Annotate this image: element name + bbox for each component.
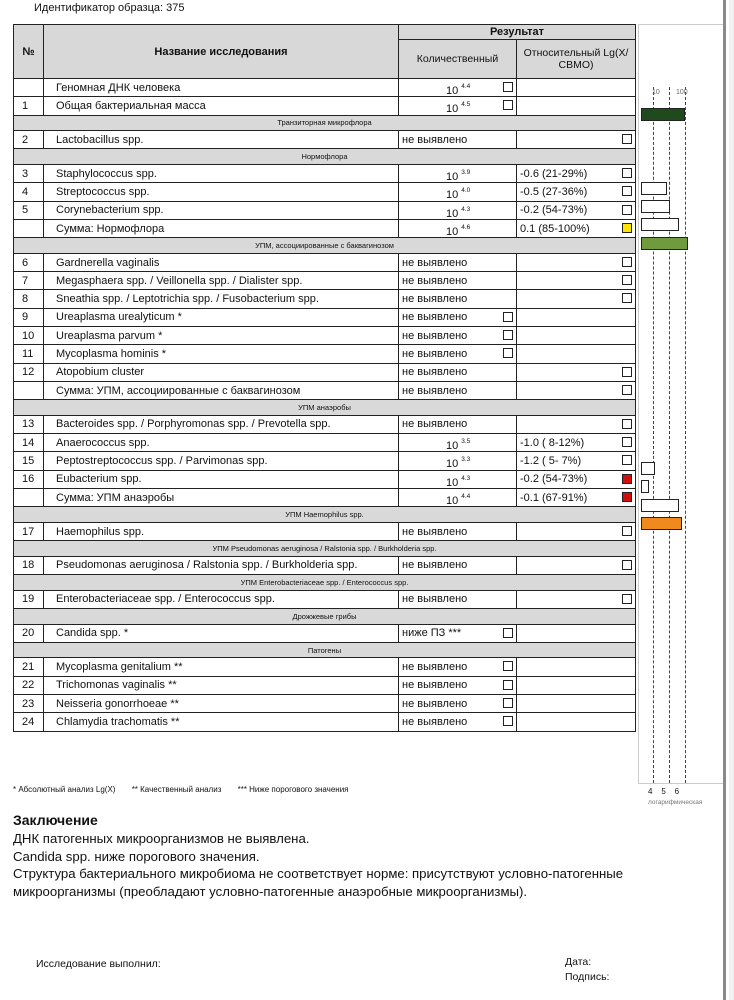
result-checkbox-red <box>622 492 632 502</box>
quantity-cell: 10 $^{3.5}$ <box>399 434 517 452</box>
result-checkbox <box>622 205 632 215</box>
results-table <box>13 24 636 732</box>
row-name: Геномная ДНК человека <box>44 79 399 97</box>
result-checkbox <box>503 100 513 110</box>
row-name: Candida spp. * <box>44 624 399 642</box>
result-checkbox <box>622 257 632 267</box>
col-header-name: Название исследования <box>44 25 399 79</box>
row-name: Ureaplasma parvum * <box>44 327 399 345</box>
row-name: Enterobacteriaceae spp. / Enterococcus spp. <box>44 590 399 608</box>
relative-cell: -0.6 (21-29%) <box>517 165 636 183</box>
table-row: 17 Haemophilus spp. не выявлено <box>14 522 636 540</box>
performed-by-label: Исследование выполнил: <box>36 958 161 970</box>
result-checkbox <box>622 186 632 196</box>
row-name: Streptococcus spp. <box>44 183 399 201</box>
section-row: УПМ Pseudomonas aeruginosa / Ralstonia spp. / Burkholderia spp. <box>14 541 636 557</box>
table-row <box>14 219 636 237</box>
table-row: 4 Streptococcus spp. 10 $^{4.0}$ -0.5 (27-36%) <box>14 183 636 201</box>
quantity-cell: 10 $^{4.5}$ <box>399 97 517 115</box>
quantity-cell: ниже ПЗ *** <box>399 624 517 642</box>
table-row: 9 Ureaplasma urealyticum * не выявлено <box>14 308 636 326</box>
relative-cell <box>517 363 636 381</box>
result-checkbox <box>503 82 513 92</box>
relative-cell <box>517 590 636 608</box>
footnote-qualitative: ** Качественный анализ <box>131 785 222 794</box>
result-checkbox <box>622 526 632 536</box>
table-row: 1 Общая бактериальная масса 10 $^{4.5}$ <box>14 97 636 115</box>
table-row: 5 Corynebacterium spp. 10 $^{4.3}$ -0.2 (54-73%) <box>14 201 636 219</box>
conclusion-title: Заключение <box>13 812 98 828</box>
table-row: 18 Pseudomonas aeruginosa / Ralstonia spp. / Burkholderia spp. не выявлено <box>14 556 636 574</box>
quantity-cell: не выявлено <box>399 658 517 676</box>
row-name: Atopobium cluster <box>44 363 399 381</box>
signature-block <box>565 955 609 985</box>
relative-cell: -0.1 (67-91%) <box>517 489 636 507</box>
table-row: 21 Mycoplasma genitalium ** не выявлено <box>14 658 636 676</box>
footnotes <box>13 785 363 794</box>
conclusion-text <box>13 830 723 900</box>
quantity-cell: не выявлено <box>399 381 517 399</box>
quantity-cell: не выявлено <box>399 308 517 326</box>
row-name: Lactobacillus spp. <box>44 131 399 149</box>
row-name: Pseudomonas aeruginosa / Ralstonia spp. / Burkholderia spp. <box>44 556 399 574</box>
quantity-cell: не выявлено <box>399 713 517 731</box>
footnote-absolute: * Абсолютный анализ Lg(X) <box>13 785 116 794</box>
result-checkbox <box>622 419 632 429</box>
row-name: Gardnerella vaginalis <box>44 253 399 271</box>
page-edge-divider <box>723 0 726 1000</box>
table-row: 12 Atopobium cluster не выявлено <box>14 363 636 381</box>
quantity-cell: не выявлено <box>399 695 517 713</box>
col-header-relative: Относительный Lg(X/СВМО) <box>517 40 636 79</box>
relative-cell <box>517 556 636 574</box>
table-row: 2 Lactobacillus spp. не выявлено <box>14 131 636 149</box>
bar-anaerococcus <box>641 462 655 475</box>
section-row: Нормофлора <box>14 149 636 165</box>
quantity-cell: не выявлено <box>399 590 517 608</box>
table-row: 19 Enterobacteriaceae spp. / Enterococcus spp. не выявлено <box>14 590 636 608</box>
result-checkbox <box>622 385 632 395</box>
table-row <box>14 381 636 399</box>
quantity-cell: не выявлено <box>399 415 517 433</box>
relative-cell: -1.0 ( 8-12%) <box>517 434 636 452</box>
quantity-cell: 10 $^{4.6}$ <box>399 219 517 237</box>
table-row: 20 Candida spp. * ниже ПЗ *** <box>14 624 636 642</box>
result-checkbox <box>503 312 513 322</box>
table-row <box>14 489 636 507</box>
relative-cell <box>517 522 636 540</box>
table-row: 16 Eubacterium spp. 10 $^{4.3}$ -0.2 (54-73%) <box>14 470 636 488</box>
section-row: УПМ Enterobacteriaceae spp. / Enterococcus spp. <box>14 575 636 591</box>
chart-tick-10: 10 <box>652 89 660 96</box>
col-header-num: № <box>14 25 44 79</box>
row-name: Eubacterium spp. <box>44 470 399 488</box>
section-row: Дрожжевые грибы <box>14 608 636 624</box>
result-checkbox-red <box>622 474 632 484</box>
result-checkbox <box>503 330 513 340</box>
conclusion-line: микроорганизмы (преобладают условно-патогенные анаэробные микроорганизмы). <box>13 883 528 899</box>
result-checkbox <box>622 168 632 178</box>
quantity-cell: не выявлено <box>399 253 517 271</box>
quantity-cell: не выявлено <box>399 345 517 363</box>
quantity-cell: 10 $^{4.3}$ <box>399 201 517 219</box>
result-checkbox <box>622 455 632 465</box>
table-row: 23 Neisseria gonorrhoeae ** не выявлено <box>14 695 636 713</box>
date-label: Дата: <box>565 956 592 968</box>
row-name: Neisseria gonorrhoeae ** <box>44 695 399 713</box>
table-row: 3 Staphylococcus spp. 10 $^{3.9}$ -0.6 (21-29%) <box>14 165 636 183</box>
table-row: 7 Megasphaera spp. / Veillonella spp. / Dialister spp. не выявлено <box>14 272 636 290</box>
relative-cell <box>517 272 636 290</box>
row-name: Ureaplasma urealyticum * <box>44 308 399 326</box>
quantity-cell: 10 $^{4.3}$ <box>399 470 517 488</box>
result-checkbox <box>503 698 513 708</box>
table-row: 8 Sneathia spp. / Leptotrichia spp. / Fusobacterium spp. не выявлено <box>14 290 636 308</box>
bar-peptostreptococcus <box>641 480 649 493</box>
row-name: Anaerococcus spp. <box>44 434 399 452</box>
row-name: Trichomonas vaginalis ** <box>44 676 399 694</box>
table-row <box>14 79 636 97</box>
bar-eubacterium <box>641 499 679 512</box>
relative-cell <box>517 131 636 149</box>
quantity-cell: 10 $^{4.4}$ <box>399 79 517 97</box>
table-header-row <box>14 25 636 40</box>
chart-bottom-ticks: 4 5 6 <box>648 787 680 796</box>
result-checkbox <box>622 275 632 285</box>
relative-cell: -0.5 (27-36%) <box>517 183 636 201</box>
bar-streptococcus <box>641 200 670 213</box>
quantity-cell: не выявлено <box>399 676 517 694</box>
result-checkbox-yellow <box>622 223 632 233</box>
relative-cell <box>517 253 636 271</box>
quantity-cell: 10 $^{4.0}$ <box>399 183 517 201</box>
row-name: Сумма: УПМ анаэробы <box>44 489 399 507</box>
table-row: 15 Peptostreptococcus spp. / Parvimonas spp. 10 $^{3.3}$ -1.2 ( 5- 7%) <box>14 452 636 470</box>
section-row: УПМ, ассоциированные с баквагинозом <box>14 238 636 254</box>
row-name: Сумма: Нормофлора <box>44 219 399 237</box>
quantity-cell: не выявлено <box>399 522 517 540</box>
chart-bottom-label: логарифмическая <box>648 799 703 806</box>
row-name: Общая бактериальная масса <box>44 97 399 115</box>
quantity-cell: 10 $^{3.3}$ <box>399 452 517 470</box>
relative-cell: -0.2 (54-73%) <box>517 470 636 488</box>
relative-cell <box>517 290 636 308</box>
bar-normoflora-sum <box>641 237 688 250</box>
quantity-cell: 10 $^{3.9}$ <box>399 165 517 183</box>
table-row: 14 Anaerococcus spp. 10 $^{3.5}$ -1.0 ( 8-12%) <box>14 434 636 452</box>
quantity-cell: 10 $^{4.4}$ <box>399 489 517 507</box>
relative-cell: -0.2 (54-73%) <box>517 201 636 219</box>
bar-staphylococcus <box>641 182 667 195</box>
result-checkbox <box>503 680 513 690</box>
row-name: Corynebacterium spp. <box>44 201 399 219</box>
section-row: Транзиторная микрофлора <box>14 115 636 131</box>
section-row: Патогены <box>14 642 636 658</box>
signature-label: Подпись: <box>565 971 610 983</box>
row-name: Haemophilus spp. <box>44 522 399 540</box>
adjacent-page-edge <box>729 0 734 1000</box>
quantity-cell: не выявлено <box>399 131 517 149</box>
section-row: УПМ анаэробы <box>14 400 636 416</box>
table-row: 13 Bacteroides spp. / Porphyromonas spp. / Prevotella spp. не выявлено <box>14 415 636 433</box>
conclusion-line: Candida spp. ниже порогового значения. <box>13 848 260 864</box>
row-name: Bacteroides spp. / Porphyromonas spp. / Prevotella spp. <box>44 415 399 433</box>
log-scale-chart <box>638 24 724 784</box>
result-checkbox <box>503 628 513 638</box>
col-header-quantity: Количественный <box>399 40 517 79</box>
quantity-cell: не выявлено <box>399 290 517 308</box>
row-name: Sneathia spp. / Leptotrichia spp. / Fusobacterium spp. <box>44 290 399 308</box>
result-checkbox <box>622 594 632 604</box>
result-checkbox <box>622 134 632 144</box>
quantity-cell: не выявлено <box>399 272 517 290</box>
result-checkbox <box>503 716 513 726</box>
table-row: 6 Gardnerella vaginalis не выявлено <box>14 253 636 271</box>
result-checkbox <box>503 661 513 671</box>
row-name: Peptostreptococcus spp. / Parvimonas spp. <box>44 452 399 470</box>
sample-id: Идентификатор образца: 375 <box>34 2 185 14</box>
col-header-result: Результат <box>399 25 636 40</box>
quantity-cell: не выявлено <box>399 363 517 381</box>
chart-tick-100: 100 <box>676 89 688 96</box>
quantity-cell: не выявлено <box>399 556 517 574</box>
row-name: Megasphaera spp. / Veillonella spp. / Dialister spp. <box>44 272 399 290</box>
result-checkbox <box>622 560 632 570</box>
row-name: Mycoplasma genitalium ** <box>44 658 399 676</box>
row-name: Staphylococcus spp. <box>44 165 399 183</box>
relative-cell <box>517 415 636 433</box>
result-checkbox <box>622 437 632 447</box>
relative-cell: -1.2 ( 5- 7%) <box>517 452 636 470</box>
table-row: 10 Ureaplasma parvum * не выявлено <box>14 327 636 345</box>
bar-anaerobe-sum <box>641 517 682 530</box>
result-checkbox <box>622 367 632 377</box>
quantity-cell: не выявлено <box>399 327 517 345</box>
table-row: 11 Mycoplasma hominis * не выявлено <box>14 345 636 363</box>
footnote-threshold: *** Ниже порогового значения <box>237 785 349 794</box>
conclusion-line: ДНК патогенных микроорганизмов не выявлена. <box>13 831 310 846</box>
conclusion-line: Структура бактериального микробиома не соответствует норме: присутствуют условно-патогенные <box>13 866 624 881</box>
row-name: Mycoplasma hominis * <box>44 345 399 363</box>
row-name: Chlamydia trachomatis ** <box>44 713 399 731</box>
relative-cell <box>517 381 636 399</box>
section-row: УПМ Haemophilus spp. <box>14 507 636 523</box>
table-row: 24 Chlamydia trachomatis ** не выявлено <box>14 713 636 731</box>
bar-total-bacterial-mass <box>641 108 685 121</box>
relative-cell: 0.1 (85-100%) <box>517 219 636 237</box>
bar-corynebacterium <box>641 218 679 231</box>
row-name: Сумма: УПМ, ассоциированные с баквагинозом <box>44 381 399 399</box>
result-checkbox <box>503 348 513 358</box>
result-checkbox <box>622 293 632 303</box>
table-row: 22 Trichomonas vaginalis ** не выявлено <box>14 676 636 694</box>
